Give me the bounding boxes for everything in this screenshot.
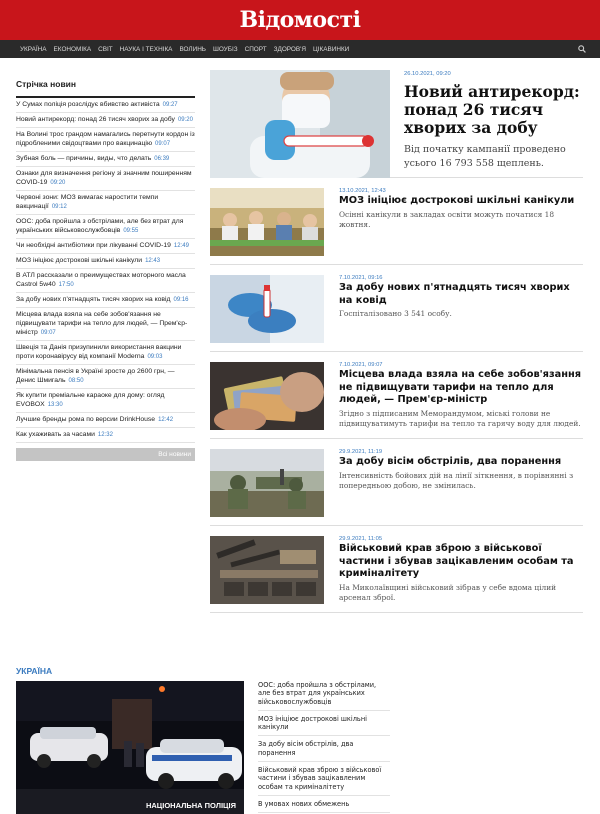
article-image[interactable] [210, 536, 324, 604]
nav-item-interesting[interactable]: ЦІКАВИНКИ [313, 45, 350, 53]
main-column [210, 70, 583, 613]
feed-item[interactable]: У Сумах поліція розслідує вбивство активіста 09:27 [16, 98, 195, 113]
article-title[interactable]: МОЗ ініціює дострокові шкільні канікули [339, 195, 575, 206]
feed-item[interactable]: На Волині трос грандом намагались перетнути кордон із підробленими свідоцтвами про вакцинацію 09:07 [16, 128, 195, 152]
search-icon[interactable] [578, 45, 586, 53]
article-date: 13.10.2021, 12:43 [339, 188, 386, 194]
feed-item[interactable]: Місцева влада взяла на себе зобов'язання не підвищувати тарифи на тепло для людей, — Прем'єр-міністр 09:07 [16, 308, 195, 341]
feed-item[interactable]: Чи необхідні антибіотики при лікуванні COVID-19 12:49 [16, 239, 195, 254]
nav-item-world[interactable]: СВІТ [98, 45, 113, 53]
list-item[interactable]: ООС: доба пройшла з обстрілами, але без втрат для українських військовослужбовців [258, 681, 390, 711]
article-title[interactable]: Місцева влада взяла на себе зобов'язання не підвищувати тарифи на тепло для людей, — Прем'єр-міністр [339, 369, 582, 405]
feed-item[interactable]: Новий антирекорд: понад 26 тисяч хворих за добу 09:20 [16, 113, 195, 128]
nav-item-ukraine[interactable]: УКРАЇНА [20, 45, 47, 53]
feed-item[interactable]: МОЗ ініціює дострокові шкільні канікули 12:43 [16, 254, 195, 269]
nav-item-volyn[interactable]: ВОЛИНЬ [179, 45, 206, 53]
article-item [210, 178, 583, 265]
feed-item[interactable]: Лучшие бренды рома по версии DrinkHouse 12:42 [16, 413, 195, 428]
section-image[interactable] [16, 681, 244, 814]
all-news-button[interactable]: Всі новини [16, 448, 195, 461]
section-title-ukraine[interactable]: УКРАЇНА [16, 666, 53, 676]
nav-item-showbiz[interactable]: ШОУБІЗ [213, 45, 238, 53]
hero-title[interactable]: Новий антирекорд: понад 26 тисяч хворих за добу [404, 82, 580, 137]
hero-image[interactable] [210, 70, 390, 178]
article-item [210, 526, 583, 613]
article-date: 29.9.2021, 11:19 [339, 449, 383, 455]
hero-article [210, 70, 583, 178]
feed-item[interactable]: Як купити преміальне караоке для дому: огляд EVOBOX 13:30 [16, 389, 195, 413]
article-description: Осінні канікули в закладах освіти можуть початися 18 жовтня. [339, 209, 555, 229]
main-nav [0, 40, 600, 58]
article-title[interactable]: За добу нових п'ятнадцять тисяч хворих на ковід [339, 282, 570, 306]
feed-item[interactable]: Червоні зони: МОЗ вимагає наростити темпи вакцинації 09:12 [16, 191, 195, 215]
feed-item[interactable]: Швеція та Данія призупинили використання вакцини проти коронавірусу від компанії Moderna 09:03 [16, 341, 195, 365]
police-logo-caption: НАЦІОНАЛЬНА ПОЛІЦІЯ [145, 801, 236, 810]
list-item[interactable]: В умовах нових обмежень [258, 800, 390, 813]
article-date: 7.10.2021, 09:16 [339, 275, 383, 281]
article-image[interactable] [210, 362, 324, 430]
feed-item[interactable]: Зубная боль — причины, виды, что делать 06:39 [16, 152, 195, 167]
feed-item[interactable]: Ознаки для визначення регіону зі значним поширенням COVID-19 09:20 [16, 167, 195, 191]
article-description: Інтенсивність бойових дій на лінії зіткнення, в порівнянні з попередньою добою, не змінилась. [339, 470, 574, 490]
nav-item-science[interactable]: НАУКА І ТЕХНІКА [119, 45, 173, 53]
article-date: 7.10.2021, 09:07 [339, 362, 383, 368]
article-item [210, 265, 583, 352]
article-title[interactable]: За добу вісім обстрілів, два поранення [339, 456, 562, 467]
feed-item[interactable]: За добу нових п'ятнадцять тисяч хворих на ковід 09:16 [16, 293, 195, 308]
article-item [210, 352, 583, 439]
article-description: Госпіталізовано 3 541 особу. [339, 309, 452, 318]
list-item[interactable]: За добу вісім обстрілів, два поранення [258, 740, 390, 762]
news-feed-list [16, 98, 195, 443]
article-description: На Миколаївщині військовий зібрав у себе вдома цілий арсенал зброї. [339, 582, 557, 602]
article-date: 29.9.2021, 11:05 [339, 536, 383, 542]
feed-item[interactable]: Мінімальна пенсія в Україні зросте до 2600 грн, — Денис Шмигаль 08:50 [16, 365, 195, 389]
feed-item[interactable]: В АТЛ рассказали о преимуществах моторного масла Castrol 5w40 17:50 [16, 269, 195, 293]
nav-item-health[interactable]: ЗДОРОВ'Я [273, 45, 306, 53]
news-feed [16, 79, 195, 461]
article-image[interactable] [210, 275, 324, 343]
article-description: Згідно з підписаним Меморандумом, міські голови не підвищуватимуть тарифи на тепло та гарячу воду для людей. [339, 408, 581, 428]
hero-date: 26.10.2021, 09:20 [404, 71, 451, 77]
nav-item-sport[interactable]: СПОРТ [244, 45, 267, 53]
article-image[interactable] [210, 449, 324, 517]
nav-item-economy[interactable]: ЕКОНОМІКА [53, 45, 92, 53]
hero-description: Від початку кампанії проведено усього 16 793 558 щеплень. [404, 144, 566, 169]
section-list [258, 681, 390, 814]
list-item[interactable]: МОЗ ініціює дострокові шкільні канікули [258, 715, 390, 737]
article-image[interactable] [210, 188, 324, 256]
news-feed-title: Стрічка новин [16, 79, 195, 98]
article-title[interactable]: Військовий крав зброю з військової частини і збував зацікавленим особам та криміналітету [339, 543, 574, 579]
site-logo[interactable]: Відомості [239, 7, 361, 33]
article-item [210, 439, 583, 526]
list-item[interactable]: Військовий крав зброю з військової частини і збував зацікавленим особам та криміналітету [258, 766, 390, 796]
feed-item[interactable]: Как ухаживать за часами 12:32 [16, 428, 195, 443]
feed-item[interactable]: ООС: доба пройшла з обстрілами, але без втрат для українських військовослужбовців 09:55 [16, 215, 195, 239]
masthead [0, 0, 600, 40]
